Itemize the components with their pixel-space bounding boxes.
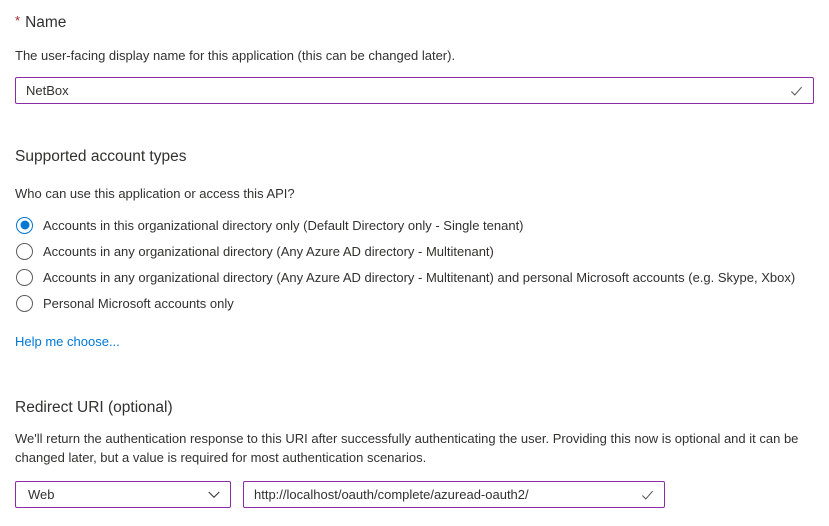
radio-option-label: Accounts in any organizational directory (Any Azure AD directory - Multitenant) and personal Microsoft accounts (e.g. Skype, Xbox): [43, 269, 796, 285]
account-types-radio-group: [15, 212, 814, 316]
name-input[interactable]: [16, 78, 813, 103]
redirect-uri-input[interactable]: [244, 482, 664, 507]
account-types-title: Supported account types: [15, 148, 187, 165]
radio-option-label: Accounts in any organizational directory (Any Azure AD directory - Multitenant): [43, 243, 494, 259]
redirect-uri-row: [15, 481, 814, 508]
radio-option-multitenant-personal[interactable]: [15, 264, 814, 290]
required-asterisk: *: [15, 13, 21, 28]
radio-option-personal-only[interactable]: [15, 290, 814, 316]
redirect-uri-input-container: [243, 481, 665, 508]
name-section-title: [15, 10, 814, 33]
radio-option-label: Personal Microsoft accounts only: [43, 295, 234, 311]
radio-button-icon[interactable]: [16, 217, 33, 234]
radio-option-multitenant[interactable]: [15, 238, 814, 264]
help-me-choose-link[interactable]: Help me choose...: [15, 334, 120, 349]
checkmark-icon: [640, 487, 655, 502]
radio-button-icon[interactable]: [16, 295, 33, 312]
platform-selected-value: Web: [28, 487, 55, 502]
name-title-label: Name: [25, 14, 67, 31]
name-input-container: [15, 77, 814, 104]
redirect-uri-title: Redirect URI (optional): [15, 399, 173, 416]
chevron-down-icon: [206, 487, 221, 502]
radio-button-icon[interactable]: [16, 243, 33, 260]
radio-option-label: Accounts in this organizational directory only (Default Directory only - Single tenant): [43, 217, 524, 233]
app-registration-form: [0, 10, 829, 508]
radio-option-single-tenant[interactable]: [15, 212, 814, 238]
name-hint-text: The user-facing display name for this application (this can be changed later).: [15, 48, 456, 63]
account-types-question: Who can use this application or access this API?: [15, 186, 295, 201]
redirect-uri-description: We'll return the authentication response to this URI after successfully authenticating the user. Providing this now is optional and it can be changed later, but a value is required for most authentication scenarios.: [15, 431, 799, 465]
platform-select-dropdown[interactable]: [15, 481, 231, 508]
checkmark-icon: [789, 83, 804, 98]
radio-button-icon[interactable]: [16, 269, 33, 286]
